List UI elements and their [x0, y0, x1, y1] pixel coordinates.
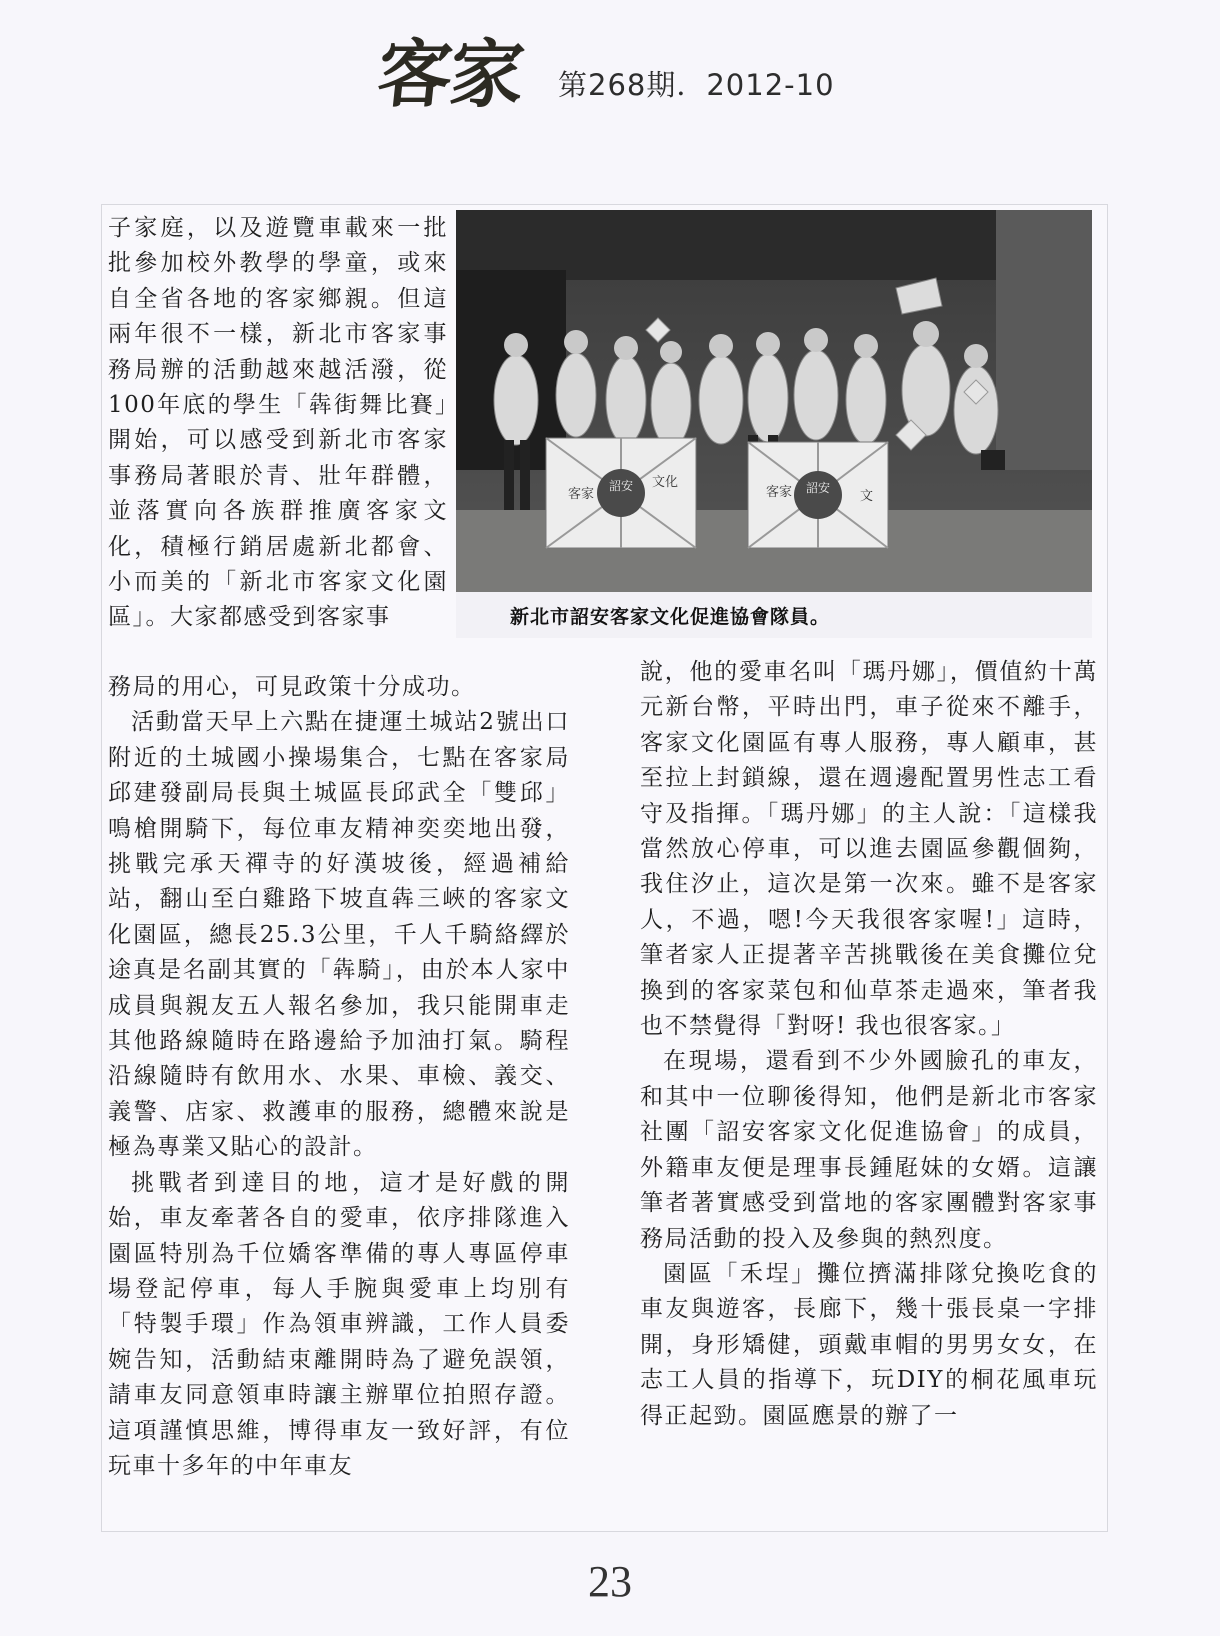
banner-right-center-text: 詔安: [805, 481, 831, 495]
paragraph: 說，他的愛車名叫「瑪丹娜」，價值約十萬元新台幣，平時出門，車子從來不離手，客家文化園區有專人服務，專人顧車，甚至拉上封鎖線，還在週邊配置男性志工看守及指揮。「瑪丹娜」的主人說：「這樣我當然放心停車，可以進去園區參觀個夠，我住汐止，這次是第一次來。雖不是客家人，不過，嗯!今天我很客家喔!」這時，筆者家人正提著辛苦挑戰後在美食攤位兌換到的客家菜包和仙草茶走過來，筆者我也不禁覺得「對呀! 我也很客家。」: [640, 659, 1098, 1040]
paragraph: 務局的用心，可見政策十分成功。: [108, 674, 476, 700]
paragraph: 活動當天早上六點在捷運土城站2號出口附近的土城國小操場集合，七點在客家局邱建發副局長與土城區長邱武全「雙邱」鳴槍開騎下，每位車友精神奕奕地出發，挑戰完承天禪寺的好漢坡後，經過補給站，翻山至白雞路下坡直犇三峽的客家文化園區，總長25.3公里，千人千騎絡繹於途真是名副其實的「犇騎」，由於本人家中成員與親友五人報名參加，我只能開車走其他路線隨時在路邊給予加油打氣。騎程沿線隨時有飲用水、水果、車檢、義交、義警、店家、救護車的服務，總體來說是極為專業又貼心的設計。: [108, 709, 570, 1161]
group-photo: [456, 210, 1092, 638]
magazine-logo: 客家: [373, 32, 527, 118]
paragraph: 園區「禾埕」攤位擠滿排隊兌換吃食的車友與遊客，長廊下，幾十張長桌一字排開，身形矯健，頭戴車帽的男男女女，在志工人員的指導下，玩DIY的桐花風車玩得正起勁。園區應景的辦了一: [640, 1260, 1098, 1429]
banner-left-right-text: 文化: [652, 475, 679, 490]
banner-right: [748, 442, 888, 548]
page-number: 23: [588, 1557, 632, 1606]
banner-left: [546, 438, 696, 548]
banner-right-left-text: 客家: [766, 485, 793, 500]
banner-left-center-text: 詔安: [608, 479, 634, 493]
column-left: [108, 670, 570, 1484]
paragraph: 子家庭，以及遊覽車載來一批批參加校外教學的學童，或來自全省各地的客家鄉親。但這兩年很不一樣，新北市客家事務局辦的活動越來越活潑，從100年底的學生「犇街舞比賽」開始，可以感受到新北市客家事務局著眼於青、壯年群體，並落實向各族群推廣客家文化，積極行銷居處新北都會、小而美的「新北市客家文化園區」。大家都感受到客家事: [108, 215, 448, 631]
paragraph: 在現場，還看到不少外國臉孔的車友，和其中一位聊後得知，他們是新北市客家社團「詔安客家文化促進協會」的成員，外籍車友便是理事長鍾屘妹的女婿。這讓筆者著實感受到當地的客家團體對客家事務局活動的投入及參與的熱烈度。: [640, 1048, 1098, 1252]
paragraph: 挑戰者到達目的地，這才是好戲的開始，車友牽著各自的愛車，依序排隊進入園區特別為千位嬌客準備的專人專區停車場登記停車，每人手腕與愛車上均別有「特製手環」作為領車辨識，工作人員委婉告知，活動結束離開時為了避免誤領，請車友同意領車時讓主辦單位拍照存證。這項謹慎思維，博得車友一致好評，有位玩車十多年的中年車友: [108, 1169, 570, 1479]
column-left-top: [108, 211, 448, 636]
photo-caption: 新北市詔安客家文化促進協會隊員。: [456, 592, 1092, 638]
column-right: [640, 655, 1098, 1434]
issue-info: 第268期．2012-10: [558, 68, 835, 102]
page-header: [373, 22, 835, 118]
photo-illustration: [456, 210, 1092, 592]
banner-left-left-text: 客家: [568, 487, 595, 502]
banner-right-right-text: 文: [860, 489, 874, 504]
